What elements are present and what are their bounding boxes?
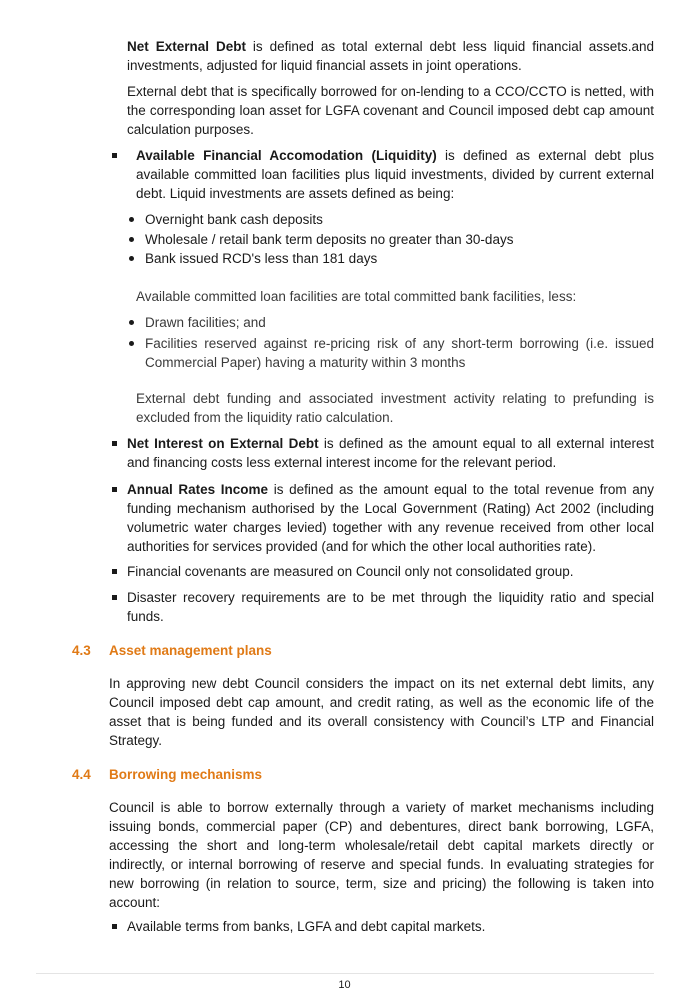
committed-facilities-intro: Available committed loan facilities are total committed bank facilities, less: [136, 289, 577, 304]
bullet-marker [112, 569, 117, 574]
list-item: Wholesale / retail bank term deposits no greater than 30-days [145, 232, 514, 247]
financial-covenants-item: Financial covenants are measured on Council only not consolidated group. [127, 564, 574, 579]
bullet-marker [112, 595, 117, 600]
term: Net External Debt [127, 39, 246, 54]
bullet-marker [112, 441, 117, 446]
bullet-marker [112, 487, 117, 492]
bullet-dot [129, 256, 134, 261]
section-body: Council is able to borrow externally through a variety of market mechanisms including issuing bonds, commercial paper (CP) and debentures, direct bank borrowing, LGFA, accessing the short and long-term wholesale/retail debt capital markets directly or indirectly, or internal borrowing of reserve and special funds. In evaluating strategies for new borrowing (in relation to source, term, size and pricing) the following is taken into account: [109, 800, 654, 910]
term: Net Interest on External Debt [127, 436, 319, 451]
list-item: Drawn facilities; and [145, 315, 266, 330]
list-item: Available terms from banks, LGFA and debt capital markets. [127, 919, 486, 934]
bullet-dot [129, 217, 134, 222]
section-body: In approving new debt Council considers the impact on its net external debt limits, any Council imposed debt cap amount, and credit rating, as well as the economic life of the asset that is being funded and its overall consistency with Council’s LTP and Financial Strategy. [109, 676, 654, 748]
net-interest-definition: Net Interest on External Debt is defined as the amount equal to all external interest and financing costs less external interest income for the relevant period. [127, 436, 654, 470]
section-heading: Asset management plans [109, 643, 272, 658]
bullet-marker [112, 153, 117, 158]
net-external-debt-definition: Net External Debt is defined as total external debt less liquid financial assets.and investments, adjusted for liquid financial assets in joint operations. [127, 39, 654, 73]
footer-divider [36, 973, 654, 974]
term: Available Financial Accomodation (Liquidity) [136, 148, 437, 163]
liquidity-definition: Available Financial Accomodation (Liquidity) is defined as external debt plus available committed loan facilities plus liquid investments, divided by current external debt. Liquid investments are assets defined as being: [136, 148, 654, 201]
bullet-marker [112, 924, 117, 929]
list-item: Overnight bank cash deposits [145, 212, 323, 227]
section-number: 4.4 [72, 767, 91, 782]
bullet-dot [129, 320, 134, 325]
list-item: Bank issued RCD's less than 181 days [145, 251, 378, 266]
disaster-recovery-item: Disaster recovery requirements are to be met through the liquidity ratio and special funds. [127, 590, 654, 624]
page-number: 10 [338, 979, 351, 991]
bullet-dot [129, 237, 134, 242]
section-number: 4.3 [72, 643, 91, 658]
term: Annual Rates Income [127, 482, 269, 497]
prefunding-note: External debt funding and associated investment activity relating to prefunding is excluded from the liquidity ratio calculation. [136, 391, 654, 425]
on-lending-paragraph: External debt that is specifically borrowed for on-lending to a CCO/CCTO is netted, with the corresponding loan asset for LGFA covenant and Council imposed debt cap amount calculation purposes. [127, 84, 654, 137]
list-item: Facilities reserved against re-pricing risk of any short-term borrowing (i.e. issued Commercial Paper) having a maturity within 3 months [145, 336, 654, 370]
section-heading: Borrowing mechanisms [109, 767, 263, 782]
annual-rates-income-definition: Annual Rates Income is defined as the amount equal to the total revenue from any funding mechanism authorised by the Local Government (Rating) Act 2002 (including volumetric water charges levied) together with any revenue received from other local authorities for services provided (and for which the other local authorities rate). [127, 482, 655, 554]
bullet-dot [129, 341, 134, 346]
